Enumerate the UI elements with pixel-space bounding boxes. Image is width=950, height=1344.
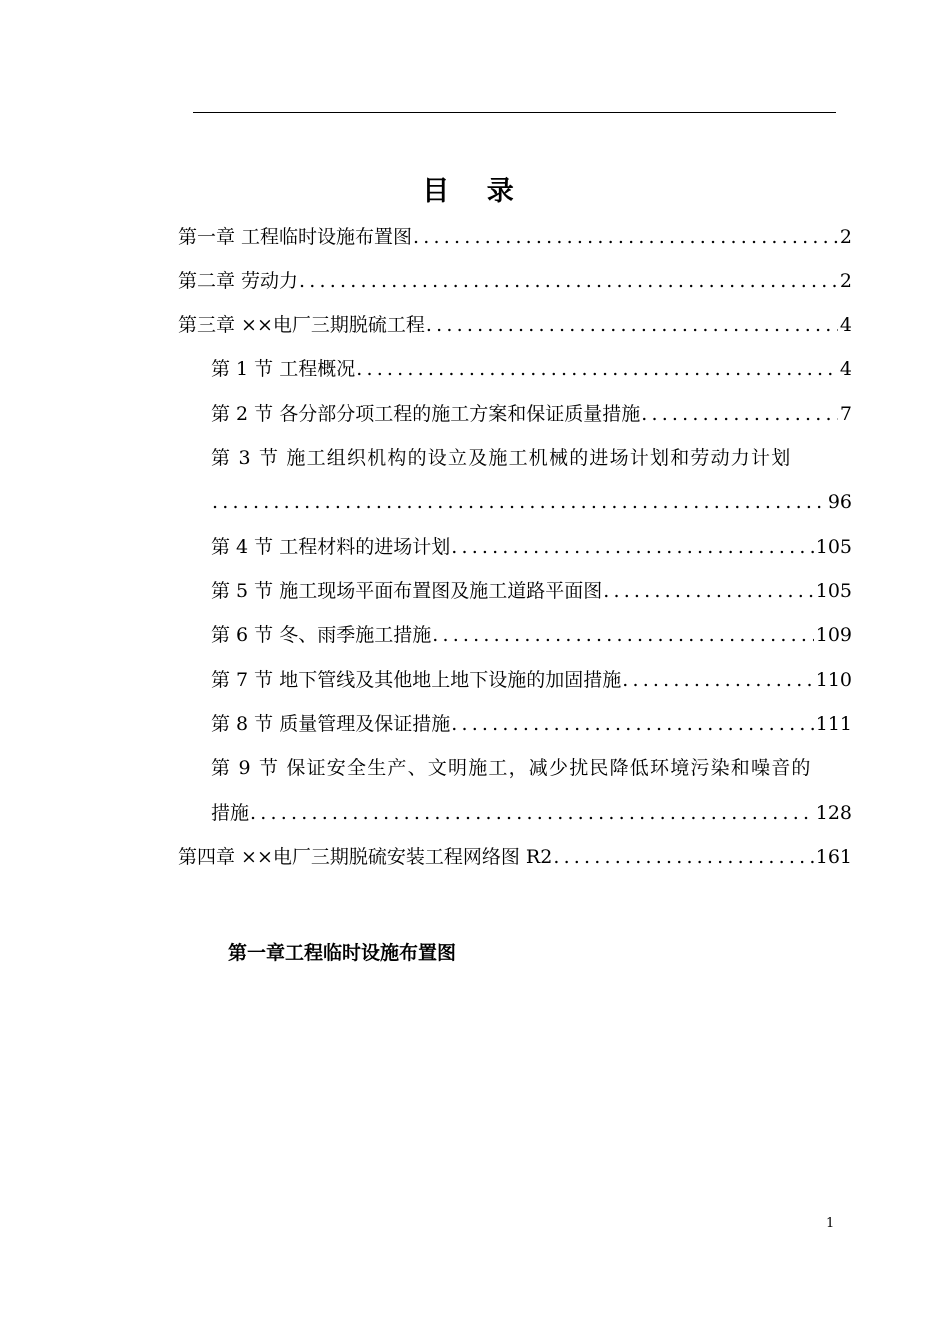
- toc-entry-label: 第 2 节 各分部分项工程的施工方案和保证质量措施: [211, 403, 641, 425]
- page-number: 1: [826, 1216, 835, 1231]
- toc-entry-chapter-4[interactable]: [178, 843, 852, 871]
- toc-leader-dots: [450, 533, 814, 561]
- toc-leader-dots: [431, 621, 814, 649]
- toc-entry-chapter-1[interactable]: [178, 223, 852, 251]
- toc-entry-page: 109: [815, 624, 852, 646]
- toc-entry-label: 第四章 ××电厂三期脱硫安装工程网络图 R2: [178, 846, 553, 868]
- toc-entry-page: 161: [815, 846, 852, 868]
- toc-entry-section-3-continued[interactable]: [211, 488, 852, 516]
- toc-leader-dots: [249, 799, 814, 827]
- toc-entry-page: 7: [839, 403, 852, 425]
- toc-leader-dots: [425, 311, 838, 339]
- toc-entry-page: 110: [815, 669, 852, 691]
- toc-entry-label: 第 8 节 质量管理及保证措施: [211, 713, 451, 735]
- toc-entry-page: 111: [815, 713, 852, 735]
- toc-entry-page: 105: [815, 536, 852, 558]
- toc-entry-label: 第 6 节 冬、雨季施工措施: [211, 624, 432, 646]
- toc-leader-dots: [602, 577, 814, 605]
- toc-entry-label: 第三章 ××电厂三期脱硫工程: [178, 314, 425, 336]
- toc-leader-dots: [450, 710, 814, 738]
- toc-leader-dots: [298, 267, 838, 295]
- toc-entry-chapter-2[interactable]: [178, 267, 852, 295]
- section-heading: 第一章工程临时设施布置图: [228, 942, 457, 964]
- toc-entry-label: 第 3 节 施工组织机构的设立及施工机械的进场计划和劳动力计划: [211, 447, 792, 469]
- toc-leader-dots: [552, 843, 813, 871]
- toc-entry-label: 第 7 节 地下管线及其他地上地下设施的加固措施: [211, 669, 622, 691]
- toc-entry-label: 第一章 工程临时设施布置图: [178, 226, 413, 248]
- toc-leader-dots: [355, 355, 838, 383]
- toc-title: 目 录: [422, 176, 528, 207]
- toc-entry-page: 4: [839, 358, 852, 380]
- toc-entry-section-9-continued[interactable]: [211, 799, 852, 827]
- toc-entry-section-6[interactable]: [211, 621, 852, 649]
- toc-entry-label: 第 4 节 工程材料的进场计划: [211, 536, 451, 558]
- toc-entry-label: 第 9 节 保证安全生产、文明施工，减少扰民降低环境污染和噪音的: [211, 757, 812, 779]
- toc-leader-dots: [621, 666, 814, 694]
- toc-entry-section-2[interactable]: [211, 400, 852, 428]
- toc-entry-page: 128: [815, 802, 852, 824]
- toc-entry-section-5[interactable]: [211, 577, 852, 605]
- toc-entry-section-8[interactable]: [211, 710, 852, 738]
- toc-entry-section-3[interactable]: [211, 444, 852, 472]
- toc-leader-dots: [412, 223, 838, 251]
- toc-entry-page: 105: [815, 580, 852, 602]
- toc-leader-dots: [640, 400, 838, 428]
- toc-leader-dots: [211, 488, 826, 516]
- toc-entry-section-7[interactable]: [211, 666, 852, 694]
- toc-entry-page: 4: [839, 314, 852, 336]
- toc-entry-section-4[interactable]: [211, 533, 852, 561]
- toc-entry-page: 96: [827, 491, 852, 513]
- toc-entry-label-continued: 措施: [211, 802, 250, 824]
- toc-entry-label: 第二章 劳动力: [178, 270, 299, 292]
- toc-entry-section-1[interactable]: [211, 355, 852, 383]
- toc-entry-label: 第 5 节 施工现场平面布置图及施工道路平面图: [211, 580, 603, 602]
- toc-entry-page: 2: [839, 270, 852, 292]
- toc-entry-chapter-3[interactable]: [178, 311, 852, 339]
- toc-entry-section-9[interactable]: [211, 754, 852, 782]
- toc-entry-page: 2: [839, 226, 852, 248]
- toc-entry-label: 第 1 节 工程概况: [211, 358, 356, 380]
